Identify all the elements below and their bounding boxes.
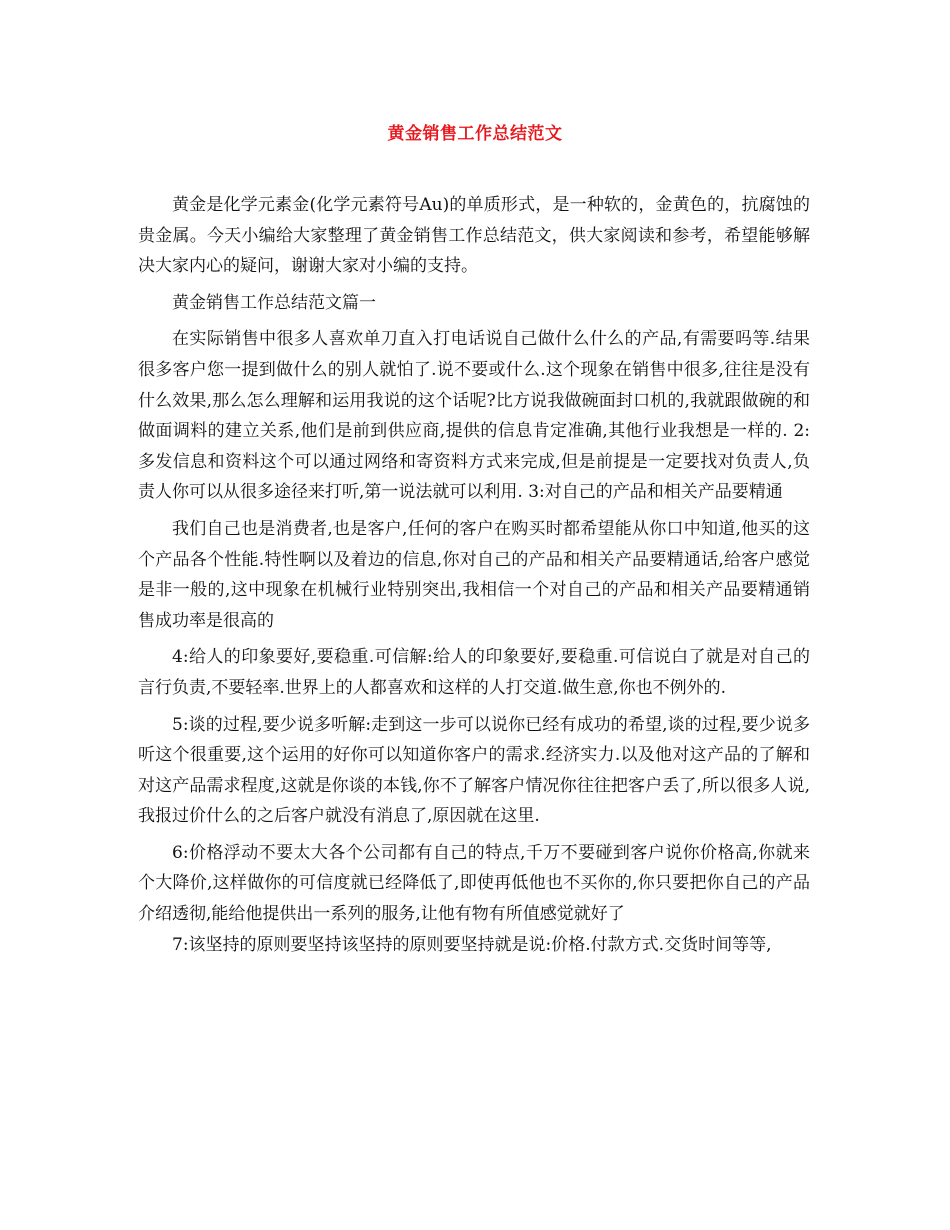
paragraph: 我们自己也是消费者,也是客户,任何的客户在购买时都希望能从你口中知道,他买的这个产品各个性能.特性啊以及着边的信息,你对自己的产品和相关产品要精通话,给客户感觉是非一般的,这中现象在机械行业特别突出,我相信一个对自己的产品和相关产品要精通销售成功率是很高的: [138, 518, 810, 631]
document-title: 黄金销售工作总结范文: [387, 124, 563, 144]
paragraph: 6:价格浮动不要太大各个公司都有自己的特点,千万不要碰到客户说你价格高,你就来个大降价,这样做你的可信度就已经降低了,即使再低他也不买你的,你只要把你自己的产品介绍透彻,能给他提供出一系列的服务,让他有物有所值感觉就好了: [138, 842, 810, 925]
section-heading: 黄金销售工作总结范文篇一: [172, 292, 376, 313]
paragraph: 5:谈的过程,要少说多听解:走到这一步可以说你已经有成功的希望,谈的过程,要少说多听这个很重要,这个运用的好你可以知道你客户的需求.经济实力.以及他对这产品的了解和对这产品需求程度,这就是你谈的本钱,你不了解客户情况你往往把客户丢了,所以很多人说,我报过价什么的之后客户就没有消息了,原因就在这里.: [138, 714, 810, 827]
paragraph: 在实际销售中很多人喜欢单刀直入打电话说自己做什么什么的产品,有需要吗等.结果很多客户您一提到做什么的别人就怕了.说不要或什么.这个现象在销售中很多,往往是没有什么效果,那么怎么理解和运用我说的这个话呢?比方说我做碗面封口机的,我就跟做碗的和做面调料的建立关系,他们是前到供应商,提供的信息肯定准确,其他行业我想是一样的. 2:多发信息和资料这个可以通过网络和寄资料方式来完成,但是前提是一定要找对负责人,负责人你可以从很多途径来打听,第一说法就可以利用. 3:对自己的产品和相关产品要精通: [138, 329, 810, 503]
paragraph: 7:该坚持的原则要坚持该坚持的原则要坚持就是说:价格.付款方式.交货时间等等,: [172, 934, 772, 955]
paragraph: 4:给人的印象要好,要稳重.可信解:给人的印象要好,要稳重.可信说白了就是对自己的言行负责,不要轻率.世界上的人都喜欢和这样的人打交道.做生意,你也不例外的.: [138, 647, 810, 698]
paragraph-intro: 黄金是化学元素金(化学元素符号Au)的单质形式，是一种软的，金黄色的，抗腐蚀的贵金属。今天小编给大家整理了黄金销售工作总结范文，供大家阅读和参考，希望能够解决大家内心的疑问，谢谢大家对小编的支持。: [138, 195, 810, 277]
document-body: [138, 190, 810, 960]
